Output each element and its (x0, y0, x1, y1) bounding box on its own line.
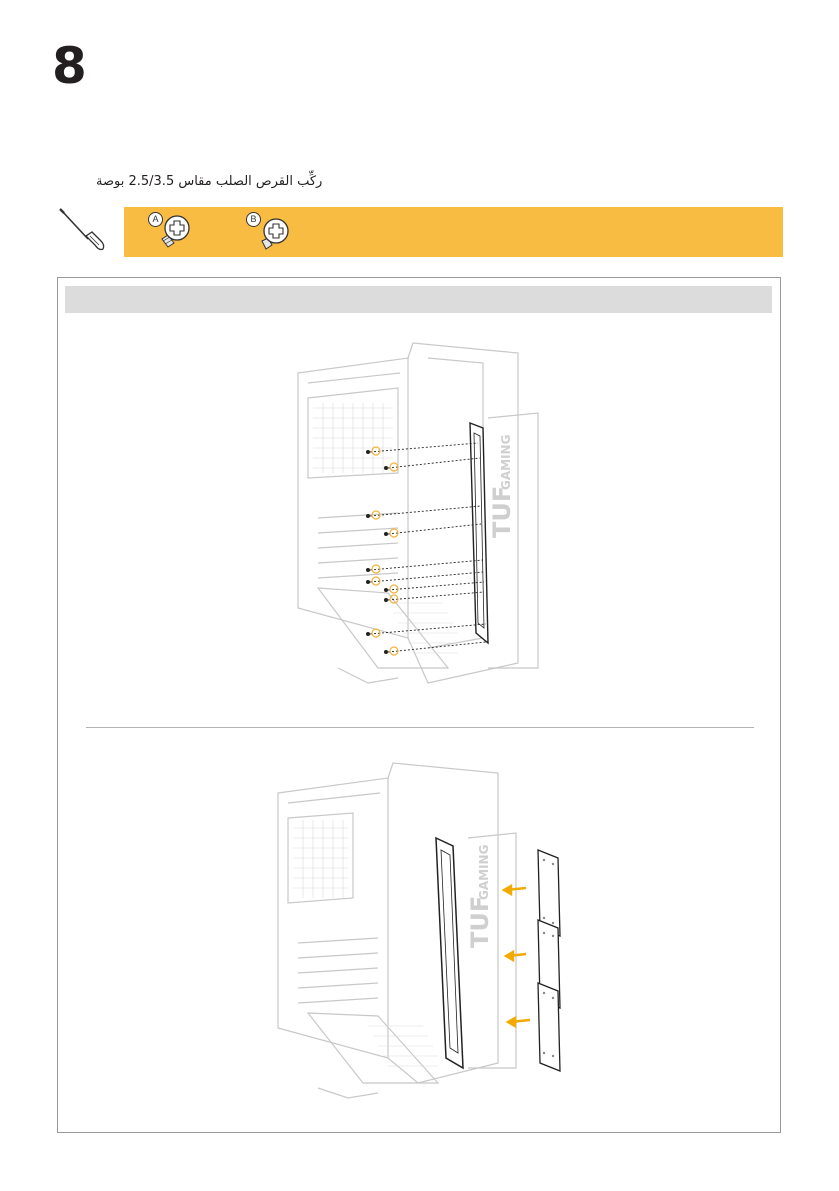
screws (366, 450, 388, 654)
tool-box (54, 205, 118, 257)
parts-bar (124, 207, 783, 257)
case-figure-top (288, 338, 558, 688)
case-figure-bottom (268, 758, 568, 1118)
brand-tuf: TUF (488, 485, 516, 538)
case-brand-bottom (466, 845, 494, 948)
brand-gaming: GAMING (499, 434, 513, 490)
drive-tray (470, 423, 488, 643)
screw-guides (370, 443, 486, 652)
illustration-panel (57, 277, 781, 1133)
drive-plates (538, 850, 560, 1071)
brand-gaming: GAMING (477, 844, 491, 900)
brand-tuf: TUF (466, 895, 494, 948)
insert-arrows (504, 886, 530, 1026)
screw-hole-markers (372, 447, 398, 655)
screw-b-label: B (246, 212, 261, 227)
screw-a-label: A (148, 212, 163, 227)
case-brand-top (488, 435, 516, 538)
screwdriver-icon (54, 205, 118, 257)
section-divider (86, 727, 754, 728)
instruction-text: ركِّب القرص الصلب مقاس 2.5/3.5 بوصة (96, 174, 323, 189)
panel-header (65, 286, 772, 313)
tools-row (54, 205, 783, 257)
screw-b-icon (246, 211, 292, 255)
screw-a (148, 211, 194, 255)
step-number: 8 (52, 37, 87, 95)
screw-b (246, 211, 292, 255)
screw-a-icon (148, 211, 194, 255)
